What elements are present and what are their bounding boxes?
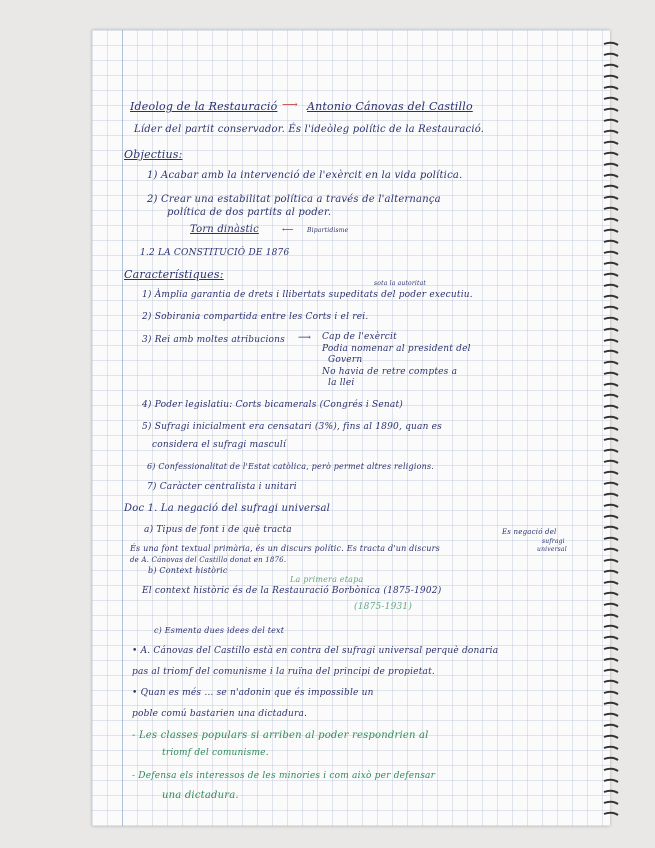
spiral-ring (604, 725, 618, 727)
car-4: 4) Poder legislatiu: Corts bicamerals (Congrés i Senat) (142, 400, 403, 410)
arrow-left-icon: ⟵ (282, 225, 294, 234)
spiral-ring (604, 263, 618, 265)
spiral-ring (604, 296, 618, 298)
spiral-ring (604, 648, 618, 650)
c3a: - Les classes populars si arriben al poder respondrien al (132, 730, 429, 741)
spiral-ring (604, 87, 618, 89)
spiral-ring (604, 76, 618, 78)
spiral-ring (604, 142, 618, 144)
car-3-bullet-3: No havia de retre comptes a (322, 367, 458, 377)
spiral-ring (604, 120, 618, 122)
objective-2b: política de dos partits al poder. (167, 207, 332, 218)
doc-b: b) Context històric (148, 566, 228, 575)
doc-a-note-3: universal (537, 546, 567, 553)
spiral-ring (604, 274, 618, 276)
spiral-ring (604, 285, 618, 287)
doc1-heading: Doc 1. La negació del sufragi universal (124, 503, 331, 514)
spiral-ring (604, 802, 618, 804)
spiral-ring (604, 329, 618, 331)
c2b: poble comú bastarien una dictadura. (132, 709, 308, 719)
spiral-ring (604, 670, 618, 672)
spiral-ring (604, 439, 618, 441)
spiral-ring (604, 626, 618, 628)
spiral-ring (604, 230, 618, 232)
notebook-page (92, 30, 610, 826)
spiral-ring (604, 549, 618, 551)
arrow-icon: ⟶ (282, 98, 298, 111)
spiral-ring (604, 747, 618, 749)
spiral-ring (604, 681, 618, 683)
doc-a-note-2: sufragi (542, 538, 565, 545)
spiral-ring (604, 736, 618, 738)
title-right: Antonio Cánovas del Castillo (307, 100, 473, 113)
car-5a: 5) Sufragi inicialment era censatari (3%), fins al 1890, quan es (142, 422, 442, 432)
spiral-ring (604, 307, 618, 309)
spiral-ring (604, 98, 618, 100)
doc-a: a) Tipus de font i de què tracta (144, 525, 292, 535)
spiral-ring (604, 527, 618, 529)
spiral-ring (604, 340, 618, 342)
spiral-ring (604, 494, 618, 496)
car-6: 6) Confessionalitat de l'Estat catòlica, però permet altres religions. (147, 462, 435, 471)
c2a: • Quan es més … se n'adonin que és impossible un (132, 688, 374, 698)
car-5b: considera el sufragi masculí (152, 440, 287, 450)
car-1: 1) Àmplia garantia de drets i llibertats supeditats del poder executiu. (142, 290, 473, 300)
spiral-ring (604, 362, 618, 364)
spiral-ring (604, 582, 618, 584)
bipartidisme: Bipartidisme (307, 227, 349, 234)
doc-a-note-1: Es negació del (502, 528, 557, 536)
spiral-ring (604, 813, 618, 815)
spiral-ring (604, 450, 618, 452)
spiral-ring (604, 615, 618, 617)
spiral-ring (604, 571, 618, 573)
spiral-ring (604, 252, 618, 254)
spiral-ring (604, 109, 618, 111)
spiral-ring (604, 219, 618, 221)
spiral-ring (604, 417, 618, 419)
car-3-bullet-2b: Govern (328, 355, 363, 365)
spiral-ring (604, 593, 618, 595)
car-7: 7) Caràcter centralista i unitari (147, 482, 297, 492)
spiral-ring (604, 153, 618, 155)
objective-1: 1) Acabar amb la intervenció de l'exèrcit en la vida política. (147, 170, 463, 181)
spiral-ring (604, 175, 618, 177)
doc-c: c) Esmenta dues idees del text (154, 626, 285, 635)
doc-answer-1: És una font textual primària, és un discurs polític. Es tracta d'un discurs (130, 544, 440, 553)
car-3: 3) Rei amb moltes atribucions (142, 335, 285, 345)
car-3-bullet-3b: la llei (328, 378, 355, 388)
spiral-ring (604, 197, 618, 199)
spiral-ring (604, 714, 618, 716)
spiral-ring (604, 703, 618, 705)
lider-line: Líder del partit conservador. És l'ideòleg polític de la Restauració. (134, 124, 485, 135)
spiral-ring (604, 472, 618, 474)
spiral-ring (604, 791, 618, 793)
c1b: pas al triomf del comunisme i la ruïna del principi de propietat. (132, 667, 435, 677)
spiral-ring (604, 384, 618, 386)
doc-answer-2: de A. Cánovas del Castillo donat en 1876. (130, 556, 287, 564)
spiral-ring (604, 758, 618, 760)
bracket-arrow-icon: ⟶ (298, 333, 312, 343)
car-3-bullet-1: Cap de l'exèrcit (322, 332, 397, 342)
c4a: - Defensa els interessos de les minories i com això per defensar (132, 771, 436, 781)
spiral-ring (604, 516, 618, 518)
spiral-ring (604, 373, 618, 375)
spiral-ring (604, 560, 618, 562)
spiral-ring (604, 538, 618, 540)
c4b: una dictadura. (162, 790, 239, 801)
constitucio-heading: 1.2 LA CONSTITUCIÓ DE 1876 (140, 248, 290, 258)
context-line: El context històric és de la Restauració Borbònica (1875-1902) (142, 586, 442, 596)
caracteristiques-heading: Característiques: (124, 268, 224, 281)
spiral-ring (604, 406, 618, 408)
c1a: • A. Cánovas del Castillo està en contra del sufragi universal perquè donaria (132, 646, 499, 656)
torn-dinastic: Torn dinàstic (190, 224, 259, 235)
spiral-ring (604, 604, 618, 606)
spiral-ring (604, 43, 618, 45)
spiral-ring (604, 54, 618, 56)
spiral-ring (604, 505, 618, 507)
spiral-ring (604, 769, 618, 771)
spiral-ring (604, 318, 618, 320)
spiral-ring (604, 164, 618, 166)
spiral-ring (604, 241, 618, 243)
spiral-ring (604, 659, 618, 661)
spiral-ring (604, 461, 618, 463)
margin-line (122, 30, 123, 826)
primera-etapa: La primera etapa (290, 575, 364, 584)
spiral-binding (602, 38, 620, 818)
spiral-ring (604, 131, 618, 133)
spiral-ring (604, 186, 618, 188)
spiral-ring (604, 351, 618, 353)
spiral-ring (604, 483, 618, 485)
years-range: (1875-1931) (354, 602, 413, 612)
spiral-ring (604, 637, 618, 639)
spiral-ring (604, 780, 618, 782)
car-3-bullet-2: Podia nomenar al president del (322, 344, 471, 354)
objective-2a: 2) Crear una estabilitat política a través de l'alternança (147, 194, 441, 205)
spiral-ring (604, 208, 618, 210)
car-2: 2) Sobirania compartida entre les Corts i el rei. (142, 312, 369, 322)
spiral-ring (604, 395, 618, 397)
spiral-ring (604, 692, 618, 694)
c3b: triomf del comunisme. (162, 748, 269, 758)
spiral-ring (604, 65, 618, 67)
objectius-heading: Objectius: (124, 148, 183, 161)
title-left: Ideolog de la Restauració (130, 100, 278, 113)
car1-note: sota la autoritat (374, 280, 427, 287)
spiral-ring (604, 428, 618, 430)
